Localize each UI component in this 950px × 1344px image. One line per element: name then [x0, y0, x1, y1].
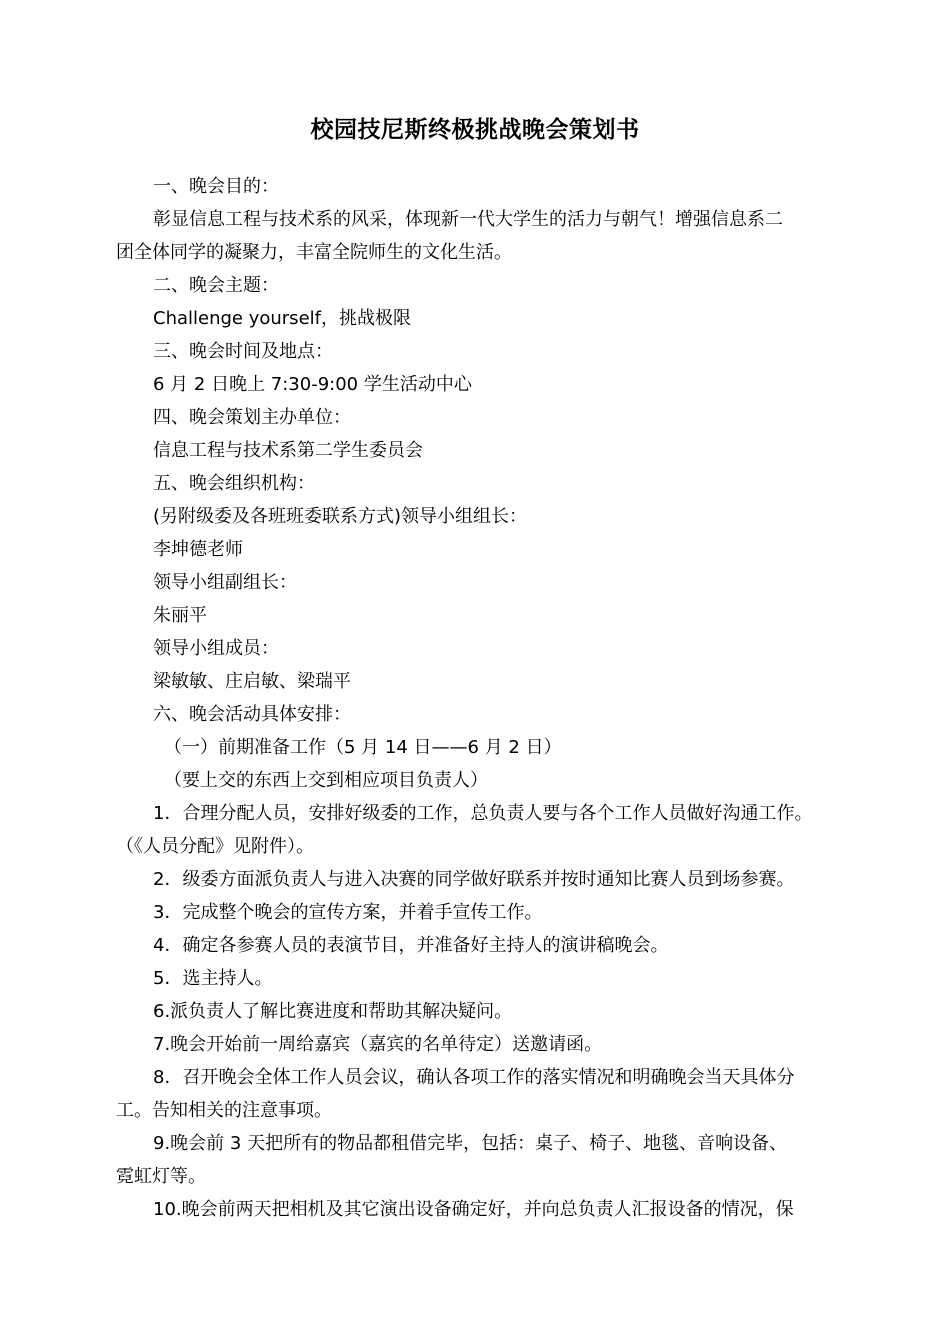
document-line: 三、晚会时间及地点：: [153, 341, 333, 362]
document-line: 六、晚会活动具体安排：: [153, 704, 351, 725]
document-line: 2．级委方面派负责人与进入决赛的同学做好联系并按时通知比赛人员到场参赛。: [153, 869, 795, 890]
document-line: 四、晚会策划主办单位：: [153, 407, 351, 428]
document-line: 6.派负责人了解比赛进度和帮助其解决疑问。: [153, 1001, 513, 1022]
document-line: 领导小组成员：: [153, 638, 279, 659]
document-line: (另附级委及各班班委联系方式)领导小组组长：: [153, 506, 528, 527]
document-line: 一、晚会目的：: [153, 176, 279, 197]
document-line: 6 月 2 日晚上 7:30-9:00 学生活动中心: [153, 374, 472, 395]
document-line: （《人员分配》见附件）。: [116, 836, 314, 857]
document-line: 1．合理分配人员，安排好级委的工作，总负责人要与各个工作人员做好沟通工作。: [153, 803, 813, 824]
document-line: 李坤德老师: [153, 539, 243, 560]
document-line: 5．选主持人。: [153, 968, 273, 989]
document-line: 3．完成整个晚会的宣传方案，并着手宣传工作。: [153, 902, 543, 923]
document-title: 校园技尼斯终极挑战晚会策划书: [310, 117, 640, 143]
document-line: 9.晚会前 3 天把所有的物品都租借完毕，包括：桌子、椅子、地毯、音响设备、: [153, 1133, 788, 1154]
document-line: （一）前期准备工作（5 月 14 日——6 月 2 日）: [164, 737, 562, 758]
document-line: 工。告知相关的注意事项。: [116, 1100, 332, 1121]
document-line: 10.晚会前两天把相机及其它演出设备确定好，并向总负责人汇报设备的情况，保: [153, 1199, 794, 1220]
document-line: 8．召开晚会全体工作人员会议，确认各项工作的落实情况和明确晚会当天具体分: [153, 1067, 795, 1088]
document-line: 梁敏敏、庄启敏、梁瑞平: [153, 671, 351, 692]
document-body: [116, 170, 846, 1226]
document-line: （要上交的东西上交到相应项目负责人）: [164, 770, 488, 791]
document-line: 二、晚会主题：: [153, 275, 279, 296]
document-line: 7.晚会开始前一周给嘉宾（嘉宾的名单待定）送邀请函。: [153, 1034, 603, 1055]
document-line: 4．确定各参赛人员的表演节目，并准备好主持人的演讲稿晚会。: [153, 935, 669, 956]
document-line: 五、晚会组织机构：: [153, 473, 315, 494]
document-line: 朱丽平: [153, 605, 207, 626]
document-line: 团全体同学的凝聚力，丰富全院师生的文化生活。: [116, 242, 512, 263]
document-line: 信息工程与技术系第二学生委员会: [153, 440, 423, 461]
document-line: Challenge yourself，挑战极限: [153, 308, 411, 329]
document-line: 彰显信息工程与技术系的风采，体现新一代大学生的活力与朝气！增强信息系二: [153, 209, 783, 230]
document-line: 领导小组副组长：: [153, 572, 297, 593]
document-line: 霓虹灯等。: [116, 1166, 206, 1187]
